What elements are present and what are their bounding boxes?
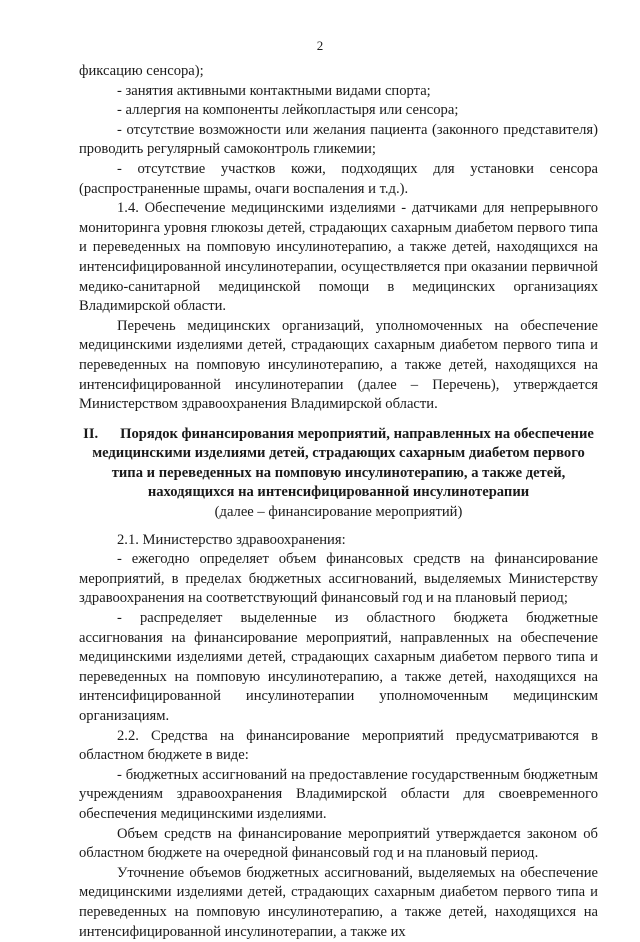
section-title: Порядок финансирования мероприятий, направленных на обеспечение медицинскими изделиями детей, страдающих сахарным диабетом первого типа и переведенных на помповую инсулинотерапию, а также детей, находящихся на интенсифицированной инсулинотерапии (92, 425, 594, 501)
paragraph: Уточнение объемов бюджетных ассигнований, выделяемых на обеспечение медицинскими изделиями детей, страдающих сахарным диабетом первого типа и переведенных на помповую инсулинотерапию, а также детей, находящихся на интенсифицированной инсулинотерапии, а также их (79, 864, 598, 940)
paragraph: - распределяет выделенные из областного бюджета бюджетные ассигнования на финансирование мероприятий, направленных на обеспечение медицинскими изделиями детей, страдающих сахарным диабетом первого типа и переведенных на помповую инсулинотерапию, а также детей, находящихся на интенсифицированной инсулинотерапии уполномоченным медицинским организациям. (79, 610, 598, 724)
paragraph: - отсутствие возможности или желания пациента (законного представителя) проводить регулярный самоконтроль гликемии; (79, 121, 598, 158)
paragraph: 2.2. Средства на финансирование мероприятий предусматриваются в областном бюджете в виде: (79, 727, 598, 764)
paragraph: 1.4. Обеспечение медицинскими изделиями - датчиками для непрерывного мониторинга уровня глюкозы детей, страдающих сахарным диабетом первого типа и переведенных на помповую инсулинотерапию, а также детей, находящихся на интенсифицированной инсулинотерапии, осуществляется при оказании первичной медико-санитарной медицинской помощи в медицинских организациях Владимирской области. (79, 200, 598, 315)
section-1-text (79, 62, 598, 415)
paragraph: - отсутствие участков кожи, подходящих для установки сенсора (распространенные шрамы, очаги воспаления и т.д.). (79, 160, 598, 197)
page-number: 2 (316, 38, 324, 53)
document-body (79, 62, 598, 942)
section-heading (79, 425, 598, 523)
section-subtitle: (далее – финансирование мероприятий) (214, 504, 463, 521)
section-2-text (79, 531, 598, 942)
paragraph: 2.1. Министерство здравоохранения: (117, 531, 346, 548)
paragraph: Объем средств на финансирование мероприятий утверждается законом об областном бюджете на очередной финансовый год и на плановый период. (79, 825, 598, 862)
section-number: II. (83, 425, 99, 442)
paragraph: - аллергия на компоненты лейкопластыря или сенсора; (117, 102, 459, 119)
paragraph: - бюджетных ассигнований на предоставление государственным бюджетным учреждениям здравоохранения Владимирской области для своевременного обеспечения медицинскими изделиями. (79, 766, 598, 822)
paragraph: Перечень медицинских организаций, уполномоченных на обеспечение медицинскими изделиями детей, страдающих сахарным диабетом первого типа и переведенных на помповую инсулинотерапию, а также детей, находящихся на интенсифицированной инсулинотерапии (далее – Перечень), утверждается Министерством здравоохранения Владимирской области. (79, 317, 598, 413)
paragraph: - занятия активными контактными видами спорта; (117, 82, 431, 99)
paragraph: - ежегодно определяет объем финансовых средств на финансирование мероприятий, в пределах бюджетных ассигнований, выделяемых Министерству здравоохранения на соответствующий финансовый год и на плановый период; (79, 551, 598, 607)
paragraph: фиксацию сенсора); (79, 63, 204, 79)
